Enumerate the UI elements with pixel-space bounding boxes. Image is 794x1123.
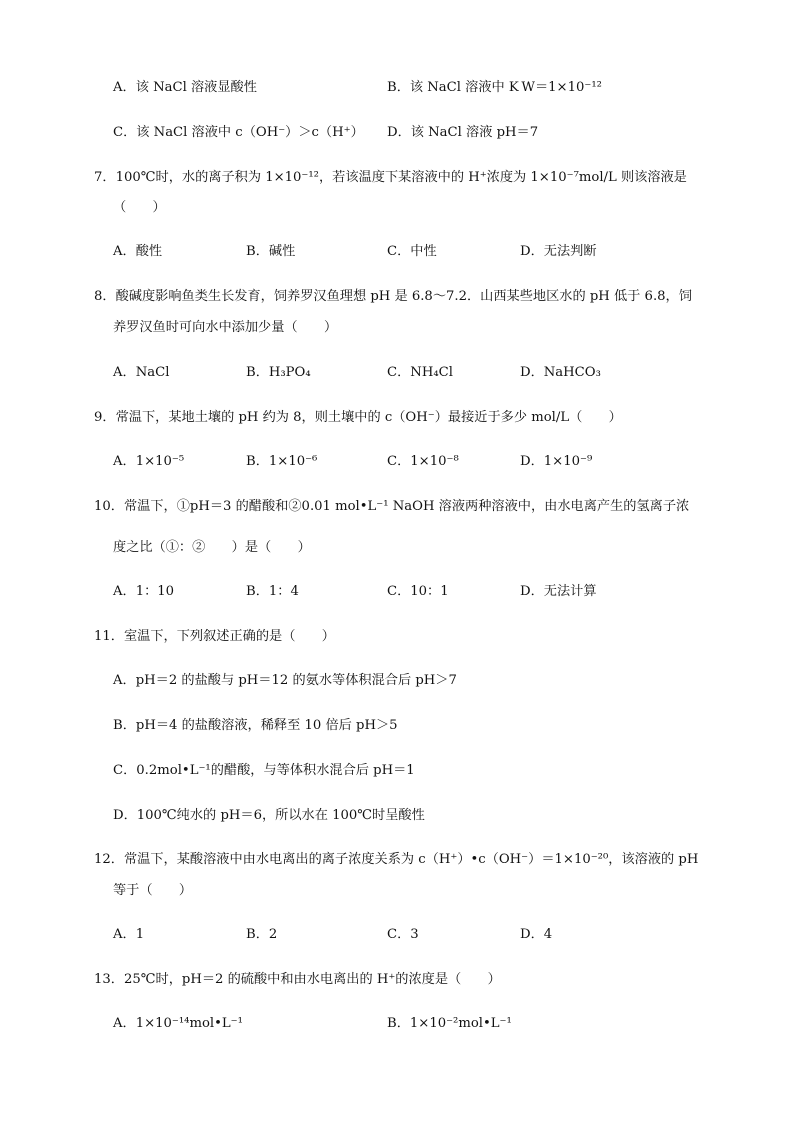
q7-stem-line1: 7．100℃时，水的离子积为 1×10⁻¹²，若该温度下某溶液中的 H⁺浓度为 1×10⁻⁷mol/L 则该溶液是 <box>94 170 687 185</box>
q8-option-c: C．NH₄Cl <box>387 365 453 380</box>
q9-option-b: B．1×10⁻⁶ <box>246 454 318 469</box>
q11-stem-line1: 11．室温下，下列叙述正确的是（ ） <box>94 629 335 644</box>
q12-option-a: A．1 <box>113 927 145 942</box>
q8-option-b: B．H₃PO₄ <box>246 365 311 380</box>
q11-option-d: D．100℃纯水的 pH＝6，所以水在 100℃时呈酸性 <box>113 808 425 823</box>
q8-option-d: D．NaHCO₃ <box>520 365 601 380</box>
q12-option-c: C．3 <box>387 927 419 942</box>
q6-option-d: D．该 NaCl 溶液 pH＝7 <box>387 125 539 140</box>
q10-stem-line1: 10．常温下，①pH＝3 的醋酸和②0.01 mol•L⁻¹ NaOH 溶液两种溶液中，由水电离产生的氢离子浓 <box>94 499 690 514</box>
q9-option-c: C．1×10⁻⁸ <box>387 454 459 469</box>
q10-option-a: A．1：10 <box>113 584 175 599</box>
q13-stem-line1: 13．25℃时，pH＝2 的硫酸中和由水电离出的 H⁺的浓度是（ ） <box>94 972 501 987</box>
q10-option-b: B．1：4 <box>246 584 299 599</box>
q7-stem-line2: （ ） <box>113 200 166 215</box>
q12-stem-line1: 12．常温下，某酸溶液中由水电离出的离子浓度关系为 c（H⁺）•c（OH⁻）＝1×10⁻²⁰，该溶液的 pH <box>94 852 699 867</box>
q10-stem-line2: 度之比（①：② ）是（ ） <box>113 540 311 555</box>
q8-stem-line2: 养罗汉鱼时可向水中添加少量（ ） <box>113 320 338 335</box>
q9-stem-line1: 9．常温下，某地土壤的 pH 约为 8，则土壤中的 c（OH⁻）最接近于多少 mol/L（ ） <box>94 410 622 425</box>
q13-option-b: B．1×10⁻²mol•L⁻¹ <box>387 1016 512 1031</box>
q11-option-a: A．pH＝2 的盐酸与 pH＝12 的氨水等体积混合后 pH＞7 <box>113 673 457 688</box>
q8-option-a: A．NaCl <box>113 365 170 380</box>
q6-option-a: A．该 NaCl 溶液显酸性 <box>113 80 257 95</box>
q7-option-c: C．中性 <box>387 244 437 259</box>
q7-option-a: A．酸性 <box>113 244 163 259</box>
q12-stem-line2: 等于（ ） <box>113 883 193 898</box>
q13-option-a: A．1×10⁻¹⁴mol•L⁻¹ <box>113 1016 243 1031</box>
q8-stem-line1: 8．酸碱度影响鱼类生长发育，饲养罗汉鱼理想 pH 是 6.8～7.2．山西某些地区水的 pH 低于 6.8，饲 <box>94 289 692 304</box>
q10-option-d: D．无法计算 <box>520 584 597 599</box>
q6-option-b: B．该 NaCl 溶液中 K W＝1×10⁻¹² <box>387 80 602 95</box>
q9-option-d: D．1×10⁻⁹ <box>520 454 593 469</box>
q10-option-c: C．10：1 <box>387 584 449 599</box>
q6-option-c: C．该 NaCl 溶液中 c（OH⁻）＞c（H⁺） <box>113 125 364 140</box>
q7-option-d: D．无法判断 <box>520 244 597 259</box>
q11-option-b: B．pH＝4 的盐酸溶液，稀释至 10 倍后 pH＞5 <box>113 718 398 733</box>
q9-option-a: A．1×10⁻⁵ <box>113 454 185 469</box>
q12-option-b: B．2 <box>246 927 278 942</box>
q12-option-d: D．4 <box>520 927 553 942</box>
q7-option-b: B．碱性 <box>246 244 296 259</box>
q11-option-c: C．0.2mol•L⁻¹的醋酸，与等体积水混合后 pH＝1 <box>113 763 415 778</box>
